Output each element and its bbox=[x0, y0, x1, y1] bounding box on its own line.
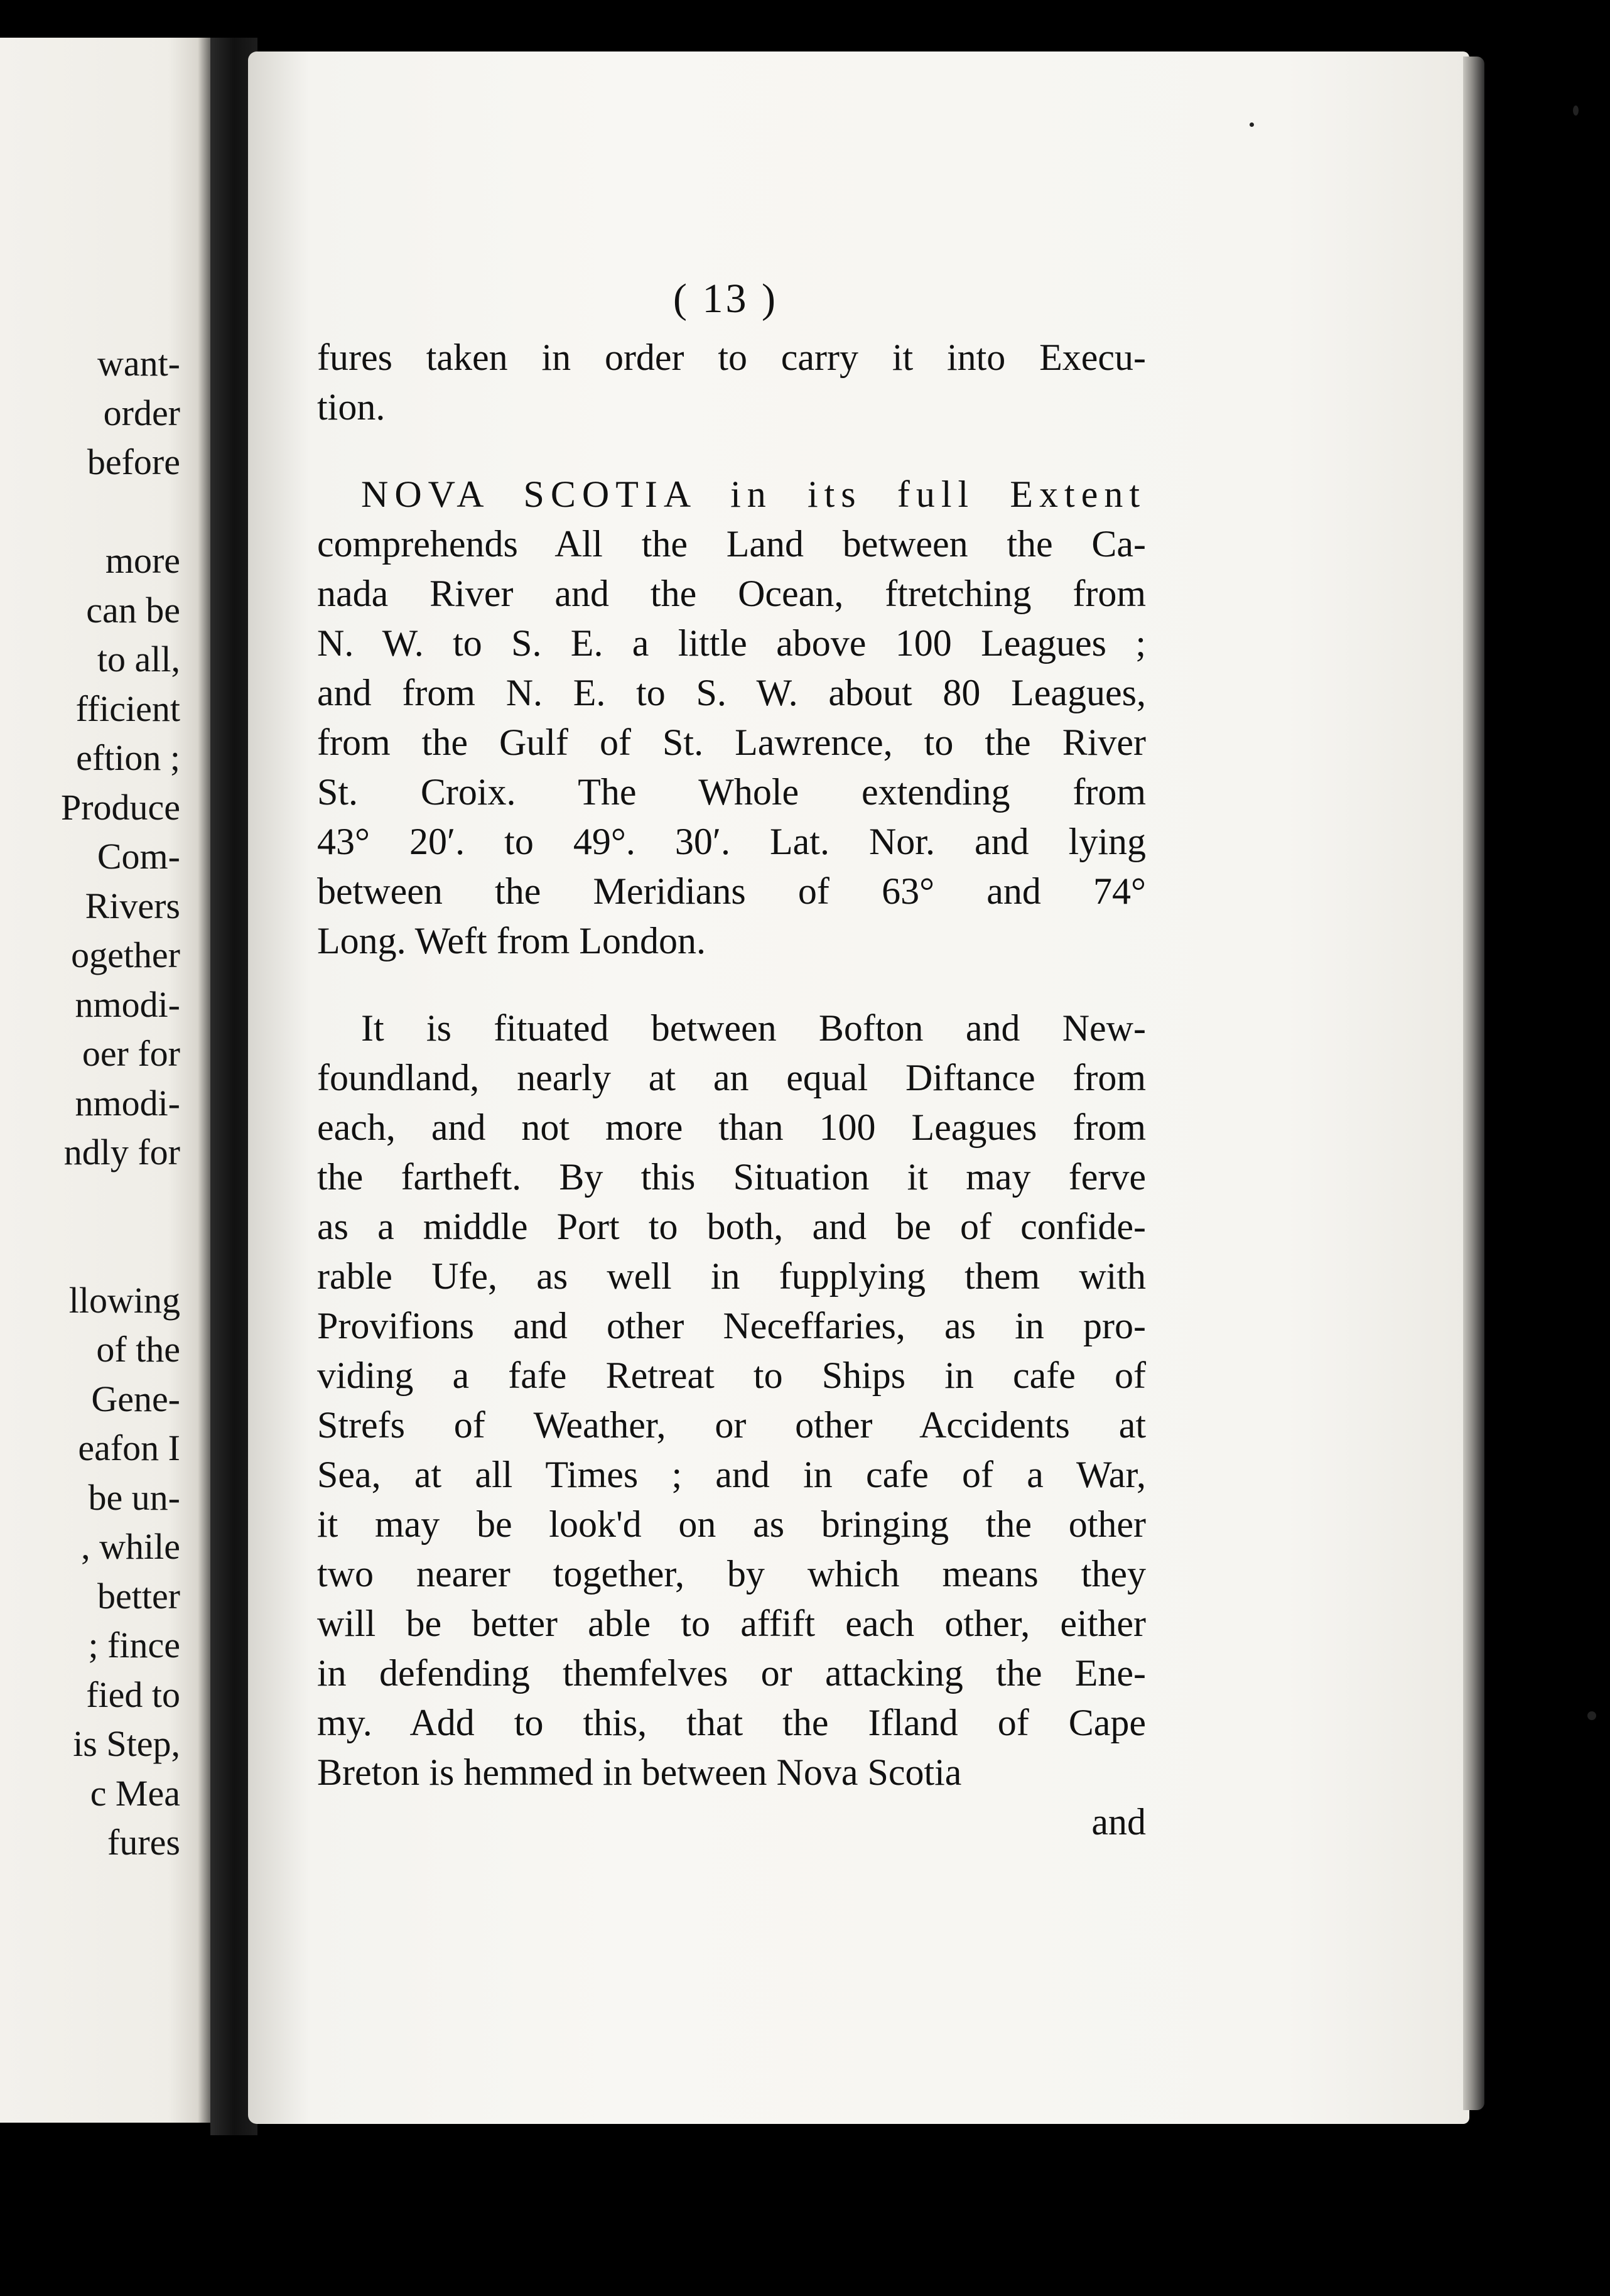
previous-page-line: be un- bbox=[88, 1476, 180, 1518]
text-line: fures taken in order to carry it into Execu- bbox=[317, 337, 1146, 378]
text-line: foundland, nearly at an equal Diftance from bbox=[317, 1057, 1146, 1098]
text-line: two nearer together, by which means they bbox=[317, 1553, 1146, 1595]
scan-speck bbox=[1573, 106, 1579, 116]
previous-page-line: Com- bbox=[97, 836, 180, 877]
text-line: Breton is hemmed in between Nova Scotia bbox=[317, 1752, 962, 1793]
paragraph bbox=[317, 1004, 1146, 1797]
previous-page-line: c Mea bbox=[90, 1772, 180, 1814]
text-line: N. W. to S. E. a little above 100 Leagues ; bbox=[317, 622, 1146, 664]
text-line: comprehends All the Land between the Ca- bbox=[317, 523, 1146, 565]
previous-page-line: nmodi- bbox=[75, 983, 180, 1025]
previous-page-line: llowing bbox=[68, 1279, 180, 1321]
text-line: It is fituated between Bofton and New- bbox=[361, 1007, 1146, 1049]
text-line: in defending themfelves or attacking the Ene- bbox=[317, 1652, 1146, 1694]
catchword: and bbox=[1091, 1801, 1146, 1843]
previous-page-line: ogether bbox=[71, 934, 180, 975]
previous-page-line: fficient bbox=[75, 688, 180, 729]
text-line: and from N. E. to S. W. about 80 Leagues, bbox=[317, 672, 1146, 713]
scan-speck bbox=[1250, 122, 1254, 127]
scan-speck bbox=[1587, 1711, 1596, 1720]
previous-page-line: is Step, bbox=[73, 1723, 180, 1764]
text-line: it may be look'd on as bringing the other bbox=[317, 1503, 1146, 1545]
previous-page-line: want- bbox=[97, 343, 180, 384]
previous-page-line bbox=[61, 1178, 180, 1227]
previous-page-line bbox=[61, 487, 180, 537]
text-line: 43° 20′. to 49°. 30′. Lat. Nor. and lying bbox=[317, 821, 1146, 862]
previous-page-line: nmodi- bbox=[75, 1082, 180, 1124]
previous-page-line: , while bbox=[81, 1526, 180, 1567]
previous-page-line: fied to bbox=[86, 1674, 180, 1715]
paragraph-gap bbox=[317, 966, 1146, 1004]
previous-page-line: before bbox=[87, 441, 180, 482]
previous-page-line: Rivers bbox=[85, 885, 180, 926]
previous-page-line: fures bbox=[107, 1822, 180, 1863]
previous-page-line: better bbox=[97, 1575, 180, 1616]
previous-page-line: eafon I bbox=[78, 1427, 180, 1468]
text-line: will be better able to affift each other, either bbox=[317, 1603, 1146, 1644]
previous-page-line: order bbox=[103, 392, 180, 433]
text-line: Sea, at all Times ; and in cafe of a War, bbox=[317, 1454, 1146, 1495]
page-number: ( 13 ) bbox=[673, 276, 778, 322]
previous-page-line: can be bbox=[86, 589, 180, 631]
text-line: the fartheft. By this Situation it may ferve bbox=[317, 1156, 1146, 1198]
previous-page-line: ; fince bbox=[88, 1625, 180, 1665]
previous-page-line: Produce bbox=[60, 786, 180, 828]
text-line: from the Gulf of St. Lawrence, to the River bbox=[317, 722, 1146, 763]
previous-page-line: ndly for bbox=[63, 1132, 180, 1172]
paragraph bbox=[317, 333, 1146, 432]
text-line: between the Meridians of 63° and 74° bbox=[317, 870, 1146, 912]
text-line: as a middle Port to both, and be of confide- bbox=[317, 1206, 1146, 1247]
previous-page-line: eftion ; bbox=[76, 737, 180, 778]
text-line: St. Croix. The Whole extending from bbox=[317, 771, 1146, 813]
paragraph-gap bbox=[317, 432, 1146, 470]
text-line: each, and not more than 100 Leagues from bbox=[317, 1107, 1146, 1148]
page-edge bbox=[1463, 57, 1484, 2110]
previous-page-line: to all, bbox=[97, 639, 180, 680]
text-line: Provifions and other Neceffaries, as in pro- bbox=[317, 1305, 1146, 1346]
text-line: Strefs of Weather, or other Accidents at bbox=[317, 1404, 1146, 1446]
previous-page-line: Gene- bbox=[91, 1378, 180, 1419]
previous-page-line bbox=[61, 1227, 180, 1276]
previous-page-text bbox=[61, 339, 180, 1868]
text-line: Long. Weft from London. bbox=[317, 920, 706, 961]
previous-page-fragment bbox=[0, 38, 210, 2123]
text-line: nada River and the Ocean, ftretching from bbox=[317, 573, 1146, 614]
text-line: tion. bbox=[317, 386, 386, 428]
page-body-text bbox=[317, 333, 1146, 1847]
text-line: my. Add to this, that the Ifland of Cape bbox=[317, 1702, 1146, 1743]
previous-page-line: of the bbox=[96, 1329, 180, 1370]
text-line: rable Ufe, as well in fupplying them with bbox=[317, 1255, 1146, 1297]
text-line: NOVA SCOTIA in its full Extent bbox=[361, 474, 1146, 515]
previous-page-line: more bbox=[105, 540, 180, 581]
text-line: viding a fafe Retreat to Ships in cafe of bbox=[317, 1355, 1146, 1396]
paragraph bbox=[317, 470, 1146, 966]
previous-page-line: oer for bbox=[82, 1033, 180, 1074]
